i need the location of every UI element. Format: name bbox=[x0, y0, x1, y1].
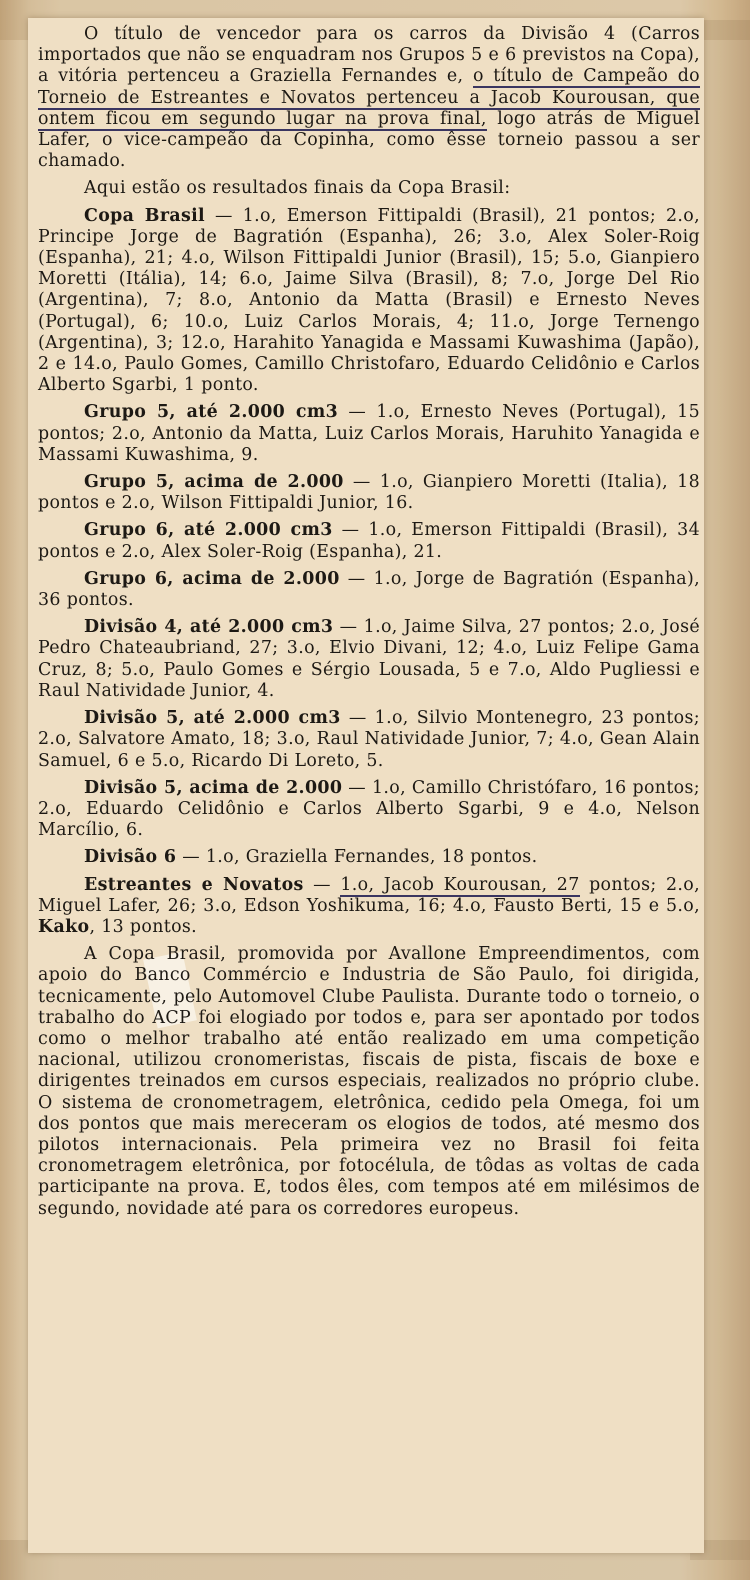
result-grupo5-acima2000: Grupo 5, acima de 2.000 — 1.o, Gianpiero Moretti (Italia), 18 pontos e 2.o, Wilson Fittipaldi Junior, 16. bbox=[38, 472, 700, 514]
result-divisao5-ate2000: Divisão 5, até 2.000 cm3 — 1.o, Silvio Montenegro, 23 pontos; 2.o, Salvatore Amato, 18; 3.o, Raul Natividade Junior, 7; 4.o, Gean Alain Samuel, 6 e 5.o, Ricardo Di Loreto, 5. bbox=[38, 708, 700, 771]
results-intro: Aqui estão os resultados finais da Copa Brasil: bbox=[84, 178, 511, 199]
result-copa-brasil: Copa Brasil — 1.o, Emerson Fittipaldi (Brasil), 21 pontos; 2.o, Principe Jorge de Bagratión (Espanha), 26; 3.o, Alex Soler-Roig (Espanha), 21; 4.o, Wilson Fittipaldi Junior (Brasil), 15; 5.o, Gianpiero Moretti (Itália), 14; 6.o, Jaime Silva (Brasil), 8; 7.o, Jorge Del Rio (Argentina), 7; 8.o, Antonio da Matta (Brasil) e Ernesto Neves (Portugal), 6; 10.o, Luiz Carlos Morais, 4; 11.o, Jorge Ternengo (Argentina), 3; 12.o, Harahito Yanagida e Massami Kuwashima (Japão), 2 e 14.o, Paulo Gomes, Camillo Christofaro, Eduardo Celidônio e Carlos Alberto Sgarbi, 1 ponto. bbox=[38, 205, 701, 396]
intro-paragraph: O título de vencedor para os carros da Divisão 4 (Carros importados que não se enquadram nos Grupos 5 e 6 previstos na Copa), a vitória pertenceu a Graziella Fernandes e, o título de Campeão do Torneio de Estreantes e Novatos pertenceu a Jacob Kourousan, que ontem ficou em segundo lugar na prova final, logo atrás de Miguel Lafer, o vice-campeão da Copinha, como êsse torneio passou a ser chamado. bbox=[38, 24, 700, 172]
underlined-winner: 1.o, Jacob Kourousan, 27 bbox=[340, 874, 580, 895]
result-grupo6-ate2000: Grupo 6, até 2.000 cm3 — 1.o, Emerson Fittipaldi (Brasil), 34 pontos e 2.o, Alex Soler-Roig (Espanha), 21. bbox=[38, 520, 700, 562]
result-divisao6: Divisão 6 — 1.o, Graziella Fernandes, 18 pontos. bbox=[84, 847, 538, 868]
result-grupo6-acima2000: Grupo 6, acima de 2.000 — 1.o, Jorge de Bagratión (Espanha), 36 pontos. bbox=[38, 568, 700, 611]
result-grupo5-ate2000: Grupo 5, até 2.000 cm3 — 1.o, Ernesto Neves (Portugal), 15 pontos; 2.o, Antonio da Matta, Luiz Carlos Morais, Haruhito Yanagida e Massami Kuwashima, 9. bbox=[38, 402, 700, 465]
article-column bbox=[38, 24, 700, 1220]
closing-paragraph: A Copa Brasil, promovida por Avallone Empreendimentos, com apoio do Banco Commércio e Industria de São Paulo, foi dirigida, tecnicamente, pelo Automovel Clube Paulista. Durante todo o torneio, o trabalho do ACP foi elogiado por todos e, para ser apontado por todos como o melhor trabalho até então realizado em uma competição nacional, utilizou cronomeristas, fiscais de pista, fiscais de boxe e dirigentes treinados em cursos especiais, realizados no próprio clube. O sistema de cronometragem, eletrônica, cedido pela Omega, foi um dos pontos que mais mereceram os elogios de todos, até mesmo dos pilotos internacionais. Pela primeira vez no Brasil foi feita cronometragem eletrônica, por fotocélula, de tôdas as voltas de cada participante na prova. E, todos êles, com tempos até em milésimos de segundo, novidade até para os corredores europeus. bbox=[38, 944, 700, 1219]
result-divisao4-ate2000: Divisão 4, até 2.000 cm3 — 1.o, Jaime Silva, 27 pontos; 2.o, José Pedro Chateaubriand, 27; 3.o, Elvio Divani, 12; 4.o, Luiz Felipe Gama Cruz, 8; 5.o, Paulo Gomes e Sérgio Lousada, 5 e 7.o, Aldo Pugliessi e Raul Natividade Junior, 4. bbox=[38, 617, 700, 701]
result-estreantes-novatos: Estreantes e Novatos — 1.o, Jacob Kourousan, 27 pontos; 2.o, Miguel Lafer, 26; 3.o, Edson Yoshikuma, 16; 4.o, Fausto Berti, 15 e 5.o, Kako, 13 pontos. bbox=[38, 874, 700, 937]
underlined-text: o título de Campeão do Torneio de Estreantes e Novatos pertenceu a Jacob Kourousan, que ontem ficou em segundo lugar na prova final, bbox=[38, 66, 700, 129]
result-divisao5-acima2000: Divisão 5, acima de 2.000 — 1.o, Camillo Christófaro, 16 pontos; 2.o, Eduardo Celidônio e Carlos Alberto Sgarbi, 9 e 4.o, Nelson Marcílio, 6. bbox=[38, 777, 700, 841]
